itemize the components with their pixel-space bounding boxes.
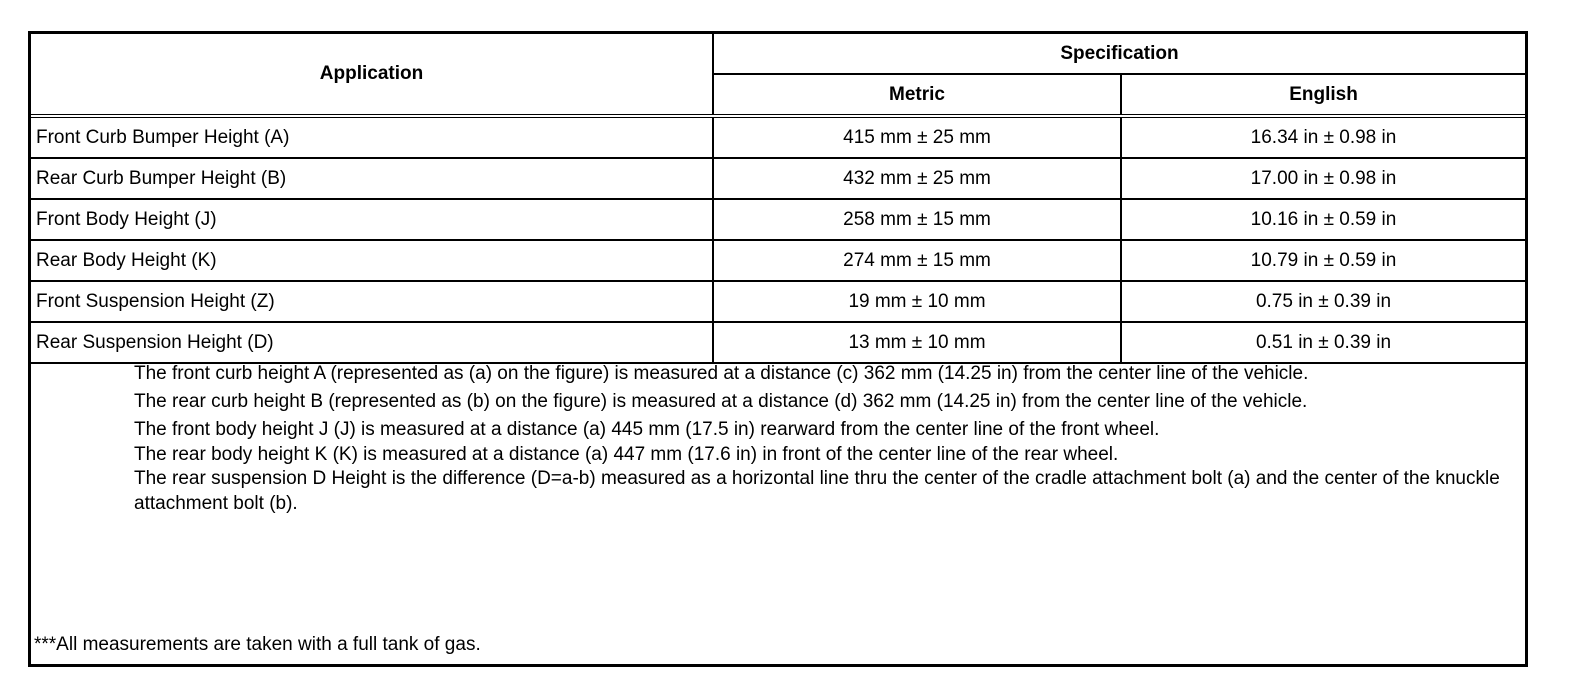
footnote: ***All measurements are taken with a full tank of gas. — [34, 634, 481, 655]
application-cell: Rear Curb Bumper Height (B) — [31, 158, 713, 199]
application-cell: Front Body Height (J) — [31, 199, 713, 240]
header-row-1 — [31, 34, 1525, 74]
table-row — [31, 116, 1525, 158]
english-cell: 0.75 in ± 0.39 in — [1121, 281, 1525, 322]
english-cell: 10.16 in ± 0.59 in — [1121, 199, 1525, 240]
table-row — [31, 281, 1525, 322]
header-specification: Specification — [713, 34, 1525, 74]
english-cell: 10.79 in ± 0.59 in — [1121, 240, 1525, 281]
metric-cell: 13 mm ± 10 mm — [713, 322, 1121, 363]
metric-cell: 19 mm ± 10 mm — [713, 281, 1121, 322]
application-cell: Rear Body Height (K) — [31, 240, 713, 281]
notes-section — [31, 362, 1525, 516]
note-front-body: The front body height J (J) is measured at a distance (a) 445 mm (17.5 in) rearward from the center line of the front wheel. — [134, 419, 1160, 440]
specification-table — [31, 34, 1525, 364]
metric-cell: 432 mm ± 25 mm — [713, 158, 1121, 199]
metric-cell: 274 mm ± 15 mm — [713, 240, 1121, 281]
header-metric: Metric — [713, 74, 1121, 116]
specification-table-container — [28, 31, 1528, 667]
note-rear-suspension: The rear suspension D Height is the difference (D=a-b) measured as a horizontal line thru the center of the cradle attachment bolt (a) and the center of the knuckle attachment bolt (b). — [134, 468, 1500, 514]
note-rear-curb: The rear curb height B (represented as (b) on the figure) is measured at a distance (d) 362 mm (14.25 in) from the center line of the vehicle. — [134, 391, 1308, 412]
note-front-curb: The front curb height A (represented as (a) on the figure) is measured at a distance (c) 362 mm (14.25 in) from the center line of the vehicle. — [134, 363, 1309, 384]
english-cell: 16.34 in ± 0.98 in — [1121, 116, 1525, 158]
header-english: English — [1121, 74, 1525, 116]
table-row — [31, 158, 1525, 199]
table-row — [31, 199, 1525, 240]
metric-cell: 415 mm ± 25 mm — [713, 116, 1121, 158]
application-cell: Front Curb Bumper Height (A) — [31, 116, 713, 158]
english-cell: 17.00 in ± 0.98 in — [1121, 158, 1525, 199]
header-application: Application — [31, 34, 713, 116]
application-cell: Rear Suspension Height (D) — [31, 322, 713, 363]
application-cell: Front Suspension Height (Z) — [31, 281, 713, 322]
note-rear-body: The rear body height K (K) is measured at a distance (a) 447 mm (17.6 in) in front of the center line of the rear wheel. — [134, 443, 1119, 465]
table-row — [31, 322, 1525, 363]
table-row — [31, 240, 1525, 281]
metric-cell: 258 mm ± 15 mm — [713, 199, 1121, 240]
english-cell: 0.51 in ± 0.39 in — [1121, 322, 1525, 363]
